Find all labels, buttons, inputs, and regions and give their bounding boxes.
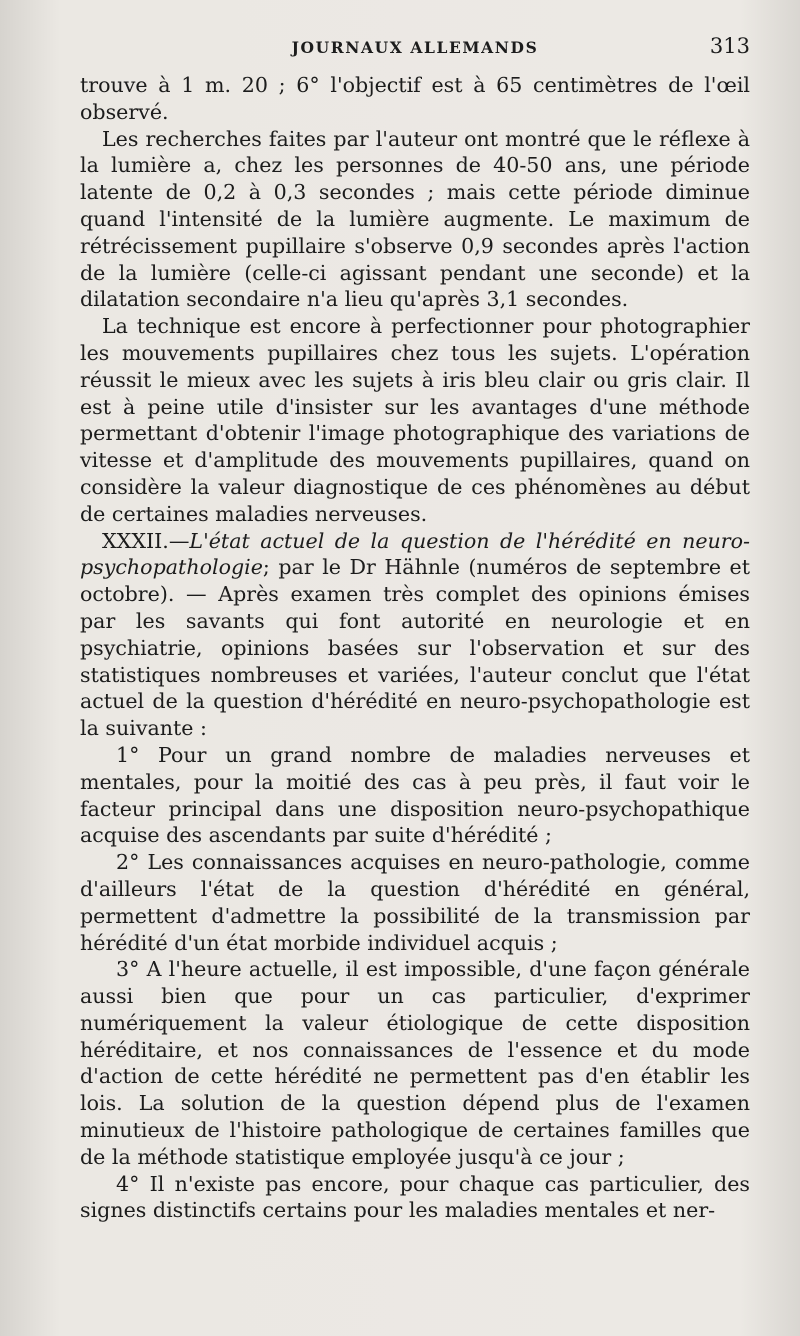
conclusion-item-1: 1° Pour un grand nombre de maladies nerveuses et mentales, pour la moitié des cas à peu près, il faut voir le facteur principal dans une disposition neuro-psychopathique acquise des ascendants par suite d'hérédité ;: [80, 742, 750, 848]
paragraph-continuation: trouve à 1 m. 20 ; 6° l'objectif est à 65 centimètres de l'œil observé.: [80, 73, 750, 124]
section-dash: —: [168, 528, 190, 553]
page-header: [80, 34, 750, 62]
page-body: [80, 72, 750, 1224]
paragraph-recherches: Les recherches faites par l'auteur ont montré que le réflexe à la lumière a, chez les personnes de 40-50 ans, une période latente de 0,2 à 0,3 secondes ; mais cette période diminue quand l'intensité de la lumière augmente. Le maximum de rétrécissement pupillaire s'observe 0,9 secondes après l'action de la lumière (celle-ci agissant pendant une seconde) et la dilatation secondaire n'a lieu qu'après 3,1 secondes.: [80, 126, 750, 312]
section-number: XXXII.: [102, 528, 169, 553]
section-title: L'état actuel de la question de l'hérédité en neuro-psychopathologie: [80, 528, 750, 580]
paragraph-technique: La technique est encore à perfectionner pour photographier les mouvements pupillaires chez tous les sujets. L'opération réussit le mieux avec les sujets à iris bleu clair ou gris clair. Il est à peine utile d'insister sur les avantages d'une méthode permettant d'obtenir l'image photographique des variations de vitesse et d'amplitude des mouvements pupillaires, quand on considère la valeur diagnostique de ces phénomènes au début de certaines maladies nerveuses.: [80, 314, 750, 526]
page-number: 313: [709, 34, 750, 58]
section-xxxii: [80, 528, 750, 742]
conclusion-item-4: 4° Il n'existe pas encore, pour chaque cas particulier, des signes distinctifs certains pour les maladies mentales et ner-: [80, 1171, 750, 1223]
conclusion-item-2: 2° Les connaissances acquises en neuro-pathologie, comme d'ailleurs l'état de la question d'hérédité en général, permettent d'admettre la possibilité de la transmission par hérédité d'un état morbide individuel acquis ;: [80, 850, 750, 955]
conclusion-item-3: 3° A l'heure actuelle, il est impossible, d'une façon générale aussi bien que pour un cas particulier, d'exprimer numériquement la valeur étiologique de cette disposition héréditaire, et nos connaissances de l'essence et du mode d'action de cette hérédité ne permettent pas d'en établir les lois. La solution de la question dépend plus de l'examen minutieux de l'histoire pathologique de certaines familles que de la méthode statistique employée jusqu'à ce jour ;: [80, 957, 750, 1169]
section-text: ; par le Dr Hähnle (numéros de septembre et octobre). — Après examen très complet des opinions émises par les savants qui font autorité en neurologie et en psychiatrie, opinions basées sur l'observation et sur des statistiques nombreuses et variées, l'auteur conclut que l'état actuel de la question d'hérédité en neuro-psychopathologie est la suivante :: [80, 555, 750, 741]
running-title: JOURNAUX ALLEMANDS: [291, 38, 539, 57]
